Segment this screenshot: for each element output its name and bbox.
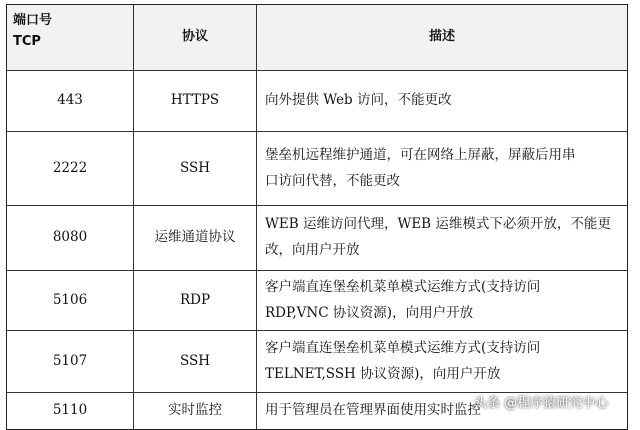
description-line: 改，向用户开放 <box>265 242 360 258</box>
protocol-cell: SSH <box>134 132 257 205</box>
table-row <box>7 71 627 132</box>
description-line: 客户端直连堡垒机菜单模式运维方式(支持访问 <box>265 278 541 295</box>
header-port-label: 端口号 <box>13 13 53 28</box>
description-cell <box>257 132 627 205</box>
description-cell <box>257 206 627 270</box>
description-cell <box>257 271 627 330</box>
port-cell: 443 <box>7 71 134 131</box>
watermark-text: 头条 @程序猿研究中心 <box>474 396 609 411</box>
table-row <box>7 271 627 331</box>
description-line: RDP,VNC 协议资源)，向用户开放 <box>265 304 474 321</box>
header-port <box>7 5 134 70</box>
description-line: 用于管理员在管理界面使用实时监控 <box>265 402 481 419</box>
description-line: 客户端直连堡垒机菜单模式运维方式(支持访问 <box>265 339 541 356</box>
port-cell: 5106 <box>7 271 134 330</box>
port-cell: 5110 <box>7 393 134 429</box>
header-description: 描述 <box>428 29 455 45</box>
table-row <box>7 132 627 206</box>
protocol-cell: HTTPS <box>134 71 257 131</box>
header-port-tcp: TCP <box>13 34 41 50</box>
header-protocol: 协议 <box>134 5 257 70</box>
port-cell: 2222 <box>7 132 134 205</box>
table-row <box>7 331 627 393</box>
table-row <box>7 206 627 271</box>
port-cell: 5107 <box>7 331 134 392</box>
protocol-cell: SSH <box>134 331 257 392</box>
port-table <box>6 4 628 430</box>
table-header-row <box>7 5 627 71</box>
description-line: 堡垒机远程维护通道，可在网络上屏蔽，屏蔽后用串 <box>265 146 576 163</box>
description-line: WEB 运维访问代理，WEB 运维模式下必须开放，不能更 <box>265 216 611 233</box>
protocol-cell: 实时监控 <box>134 393 257 429</box>
description-line: TELNET,SSH 协议资源)，向用户开放 <box>265 365 501 382</box>
port-cell: 8080 <box>7 206 134 270</box>
protocol-cell: RDP <box>134 271 257 330</box>
protocol-cell: 运维通道协议 <box>134 206 257 270</box>
description-line: 向外提供 Web 访问，不能更改 <box>265 92 452 109</box>
description-cell <box>257 331 627 392</box>
description-line: 口访问代替，不能更改 <box>265 172 400 189</box>
description-cell <box>257 71 627 131</box>
